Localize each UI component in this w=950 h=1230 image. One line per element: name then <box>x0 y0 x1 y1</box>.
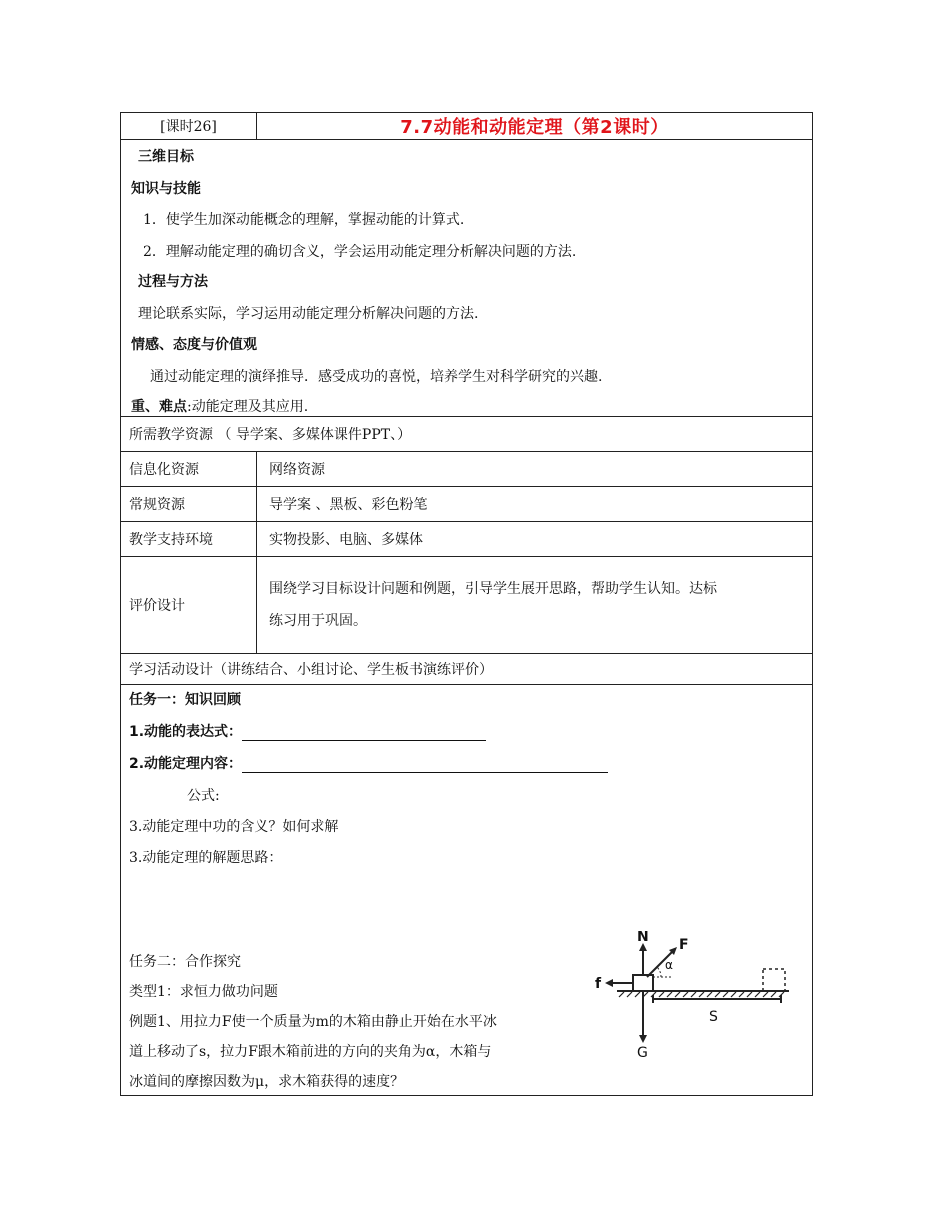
label-G: G <box>637 1045 648 1061</box>
resource-label: 常规资源 <box>121 487 257 522</box>
task1-q3: 3.动能定理中功的含义？如何求解 <box>129 819 339 835</box>
q1-label: 1.动能的表达式： <box>129 724 243 740</box>
resource-value: 导学案 、黑板、彩色粉笔 <box>257 487 813 522</box>
evaluation-text <box>257 557 813 654</box>
label-F: F <box>679 937 689 953</box>
resource-value: 实物投影、电脑、多媒体 <box>257 522 813 557</box>
resource-label: 教学支持环境 <box>121 522 257 557</box>
key-text: :动能定理及其应用. <box>187 399 309 415</box>
answer-blank[interactable] <box>242 758 608 773</box>
example-line: 冰道间的摩擦因数为μ，求木箱获得的速度？ <box>129 1074 405 1090</box>
lesson-title: 7.7动能和动能定理（第2课时） <box>257 113 813 140</box>
goals-heading: 三维目标 <box>138 149 194 165</box>
goals-section <box>121 140 813 417</box>
formula-label: 公式: <box>187 788 220 804</box>
box <box>633 975 653 991</box>
process-text: 理论联系实际，学习运用动能定理分析解决问题的方法. <box>138 306 479 322</box>
activity-design: 学习活动设计（讲练结合、小组讨论、学生板书演练评价） <box>121 654 813 685</box>
example-line: 例题1、用拉力F使一个质量为m的木箱由静止开始在水平冰 <box>129 1014 497 1030</box>
arrowhead-G <box>639 1035 647 1043</box>
type1-heading: 类型1：求恒力做功问题 <box>129 984 278 1000</box>
tasks-section <box>121 685 813 1096</box>
process-heading: 过程与方法 <box>138 274 208 290</box>
emotion-text: 通过动能定理的演绎推导．感受成功的喜悦，培养学生对科学研究的兴趣. <box>150 369 603 385</box>
label-alpha: α <box>665 958 673 972</box>
label-N: N <box>637 931 649 945</box>
force-diagram <box>591 931 797 1063</box>
task1-q2 <box>129 753 608 773</box>
key-label: 重、难点 <box>131 399 187 415</box>
lesson-number: [课时26] <box>121 113 257 140</box>
alpha-arc <box>657 967 661 977</box>
task1-q4: 3.动能定理的解题思路： <box>129 850 283 866</box>
needed-resources: 所需教学资源 （ 导学案、多媒体课件PPT、） <box>121 417 813 452</box>
evaluation-line: 围绕学习目标设计问题和例题，引导学生展开思路，帮助学生认知。达标 <box>269 581 717 597</box>
task2-heading: 任务二：合作探究 <box>129 954 241 970</box>
example-line: 道上移动了s，拉力F跟木箱前进的方向的夹角为α，木箱与 <box>129 1044 492 1060</box>
evaluation-label: 评价设计 <box>121 557 257 654</box>
knowledge-item-2: 2．理解动能定理的确切含义，学会运用动能定理分析解决问题的方法. <box>143 244 577 260</box>
label-S: S <box>709 1009 718 1025</box>
q2-label: 2.动能定理内容： <box>129 756 243 772</box>
key-points <box>131 396 308 416</box>
task1-q1 <box>129 721 486 741</box>
lesson-table <box>120 112 813 1096</box>
dashed-box <box>763 969 785 991</box>
evaluation-line: 练习用于巩固。 <box>269 613 367 629</box>
resource-value: 网络资源 <box>257 452 813 487</box>
arrowhead-f <box>605 979 613 987</box>
knowledge-heading: 知识与技能 <box>131 181 201 197</box>
label-f: f <box>595 976 602 992</box>
knowledge-item-1: 1．使学生加深动能概念的理解，掌握动能的计算式. <box>143 212 465 228</box>
answer-blank[interactable] <box>242 726 486 741</box>
lesson-plan <box>120 112 812 1096</box>
emotion-heading: 情感、态度与价值观 <box>131 337 257 353</box>
resource-label: 信息化资源 <box>121 452 257 487</box>
task1-heading: 任务一：知识回顾 <box>129 692 241 708</box>
